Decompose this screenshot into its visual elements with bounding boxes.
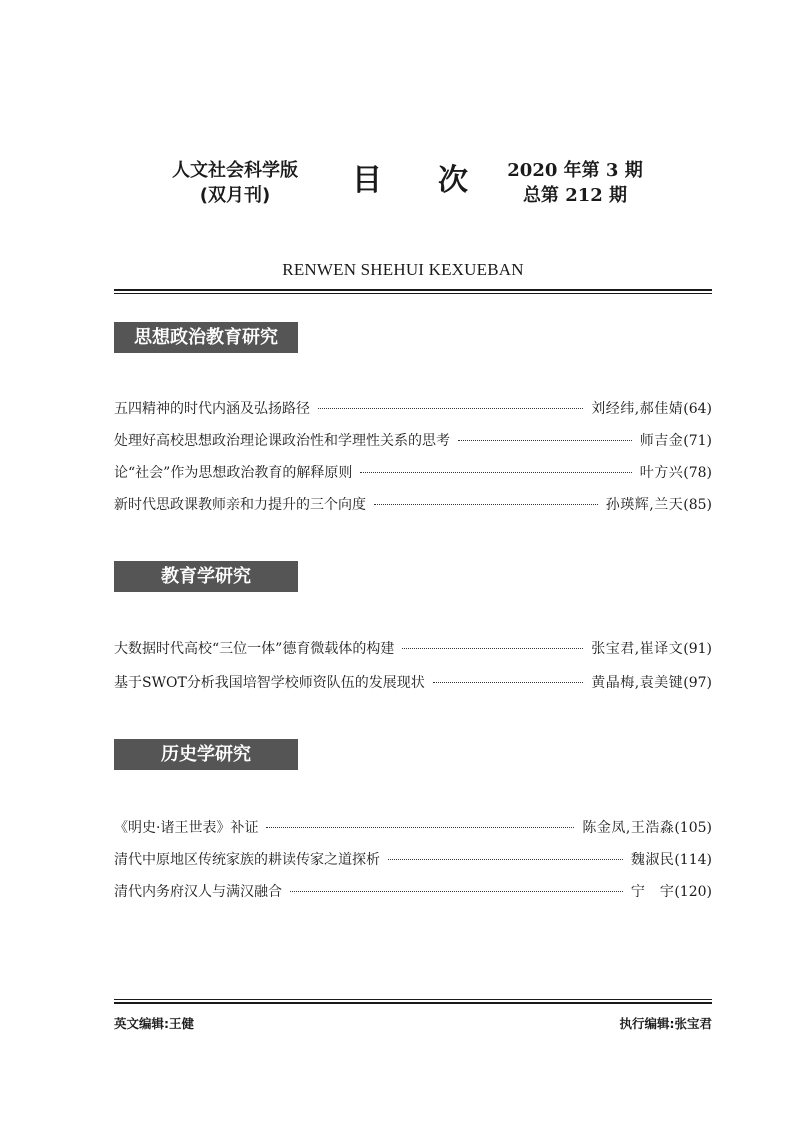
dot-leader xyxy=(266,827,574,828)
footer-rule-thin xyxy=(114,999,712,1000)
entry-author: 孙瑛辉,兰天 xyxy=(605,497,684,513)
issue-block xyxy=(500,158,650,208)
entry-author: 陈金凤,王浩淼 xyxy=(582,820,675,836)
entry-title: 清代中原地区传统家族的耕读传家之道探析 xyxy=(114,852,380,868)
executive-editor: 执行编辑:张宝君 xyxy=(619,1016,712,1031)
toc-entry[interactable] xyxy=(114,462,712,486)
issue-number: 2020 年第 3 期 xyxy=(507,160,643,181)
header-rule-thin xyxy=(114,293,712,294)
entry-page: (64) xyxy=(683,401,712,417)
entry-title: 五四精神的时代内涵及弘扬路径 xyxy=(114,401,310,417)
entry-page: (85) xyxy=(683,497,712,513)
entry-author: 魏淑民 xyxy=(630,852,675,868)
entry-page: (97) xyxy=(683,675,712,691)
toc-entry[interactable] xyxy=(114,672,712,696)
entry-page: (105) xyxy=(674,820,712,836)
toc-title: 目次 xyxy=(352,163,524,198)
entry-author: 叶方兴 xyxy=(639,465,684,481)
entry-title: 基于SWOT分析我国培智学校师资队伍的发展现状 xyxy=(114,675,425,691)
toc-entry[interactable] xyxy=(114,398,712,422)
toc-entry[interactable] xyxy=(114,881,712,905)
entry-page: (78) xyxy=(683,465,712,481)
dot-leader xyxy=(458,440,632,441)
entry-page: (120) xyxy=(674,884,712,900)
dot-leader xyxy=(318,408,583,409)
dot-leader xyxy=(388,859,623,860)
dot-leader xyxy=(290,891,623,892)
section-heading: 思想政治教育研究 xyxy=(114,322,298,353)
footer-rule-thick xyxy=(114,1002,712,1004)
dot-leader xyxy=(374,504,598,505)
total-issue-number: 总第 212 期 xyxy=(522,185,628,206)
entry-title: 大数据时代高校“三位一体”德育微载体的构建 xyxy=(114,641,395,657)
toc-entry[interactable] xyxy=(114,817,712,841)
entry-author: 师吉金 xyxy=(639,433,684,449)
toc-entry[interactable] xyxy=(114,494,712,518)
toc-entry[interactable] xyxy=(114,430,712,454)
journal-edition: 人文社会科学版 xyxy=(172,160,298,181)
dot-leader xyxy=(360,472,631,473)
entry-page: (71) xyxy=(683,433,712,449)
section-heading: 历史学研究 xyxy=(114,739,298,770)
entry-author: 宁 宇 xyxy=(630,884,675,900)
entry-title: 新时代思政课教师亲和力提升的三个向度 xyxy=(114,497,366,513)
toc-entry[interactable] xyxy=(114,849,712,873)
entry-author: 张宝君,崔译文 xyxy=(591,641,684,657)
entry-title: 处理好高校思想政治理论课政治性和学理性关系的思考 xyxy=(114,433,450,449)
dot-leader xyxy=(433,682,584,683)
header-rule-thick xyxy=(114,289,712,291)
entry-author: 刘经纬,郝佳婧 xyxy=(591,401,684,417)
entry-title: 论“社会”作为思想政治教育的解释原则 xyxy=(114,465,353,481)
entry-title: 《明史·诸王世表》补证 xyxy=(114,820,259,836)
journal-frequency: (双月刊) xyxy=(199,185,271,206)
pinyin-title: RENWEN SHEHUI KEXUEBAN xyxy=(282,260,524,279)
toc-entry[interactable] xyxy=(114,638,712,662)
journal-edition-block xyxy=(160,158,310,208)
dot-leader xyxy=(402,648,583,649)
english-editor: 英文编辑:王健 xyxy=(114,1016,194,1031)
entry-page: (114) xyxy=(674,852,712,868)
entry-page: (91) xyxy=(683,641,712,657)
entry-author: 黄晶梅,袁美键 xyxy=(591,675,684,691)
entry-title: 清代内务府汉人与满汉融合 xyxy=(114,884,282,900)
section-heading: 教育学研究 xyxy=(114,561,298,592)
